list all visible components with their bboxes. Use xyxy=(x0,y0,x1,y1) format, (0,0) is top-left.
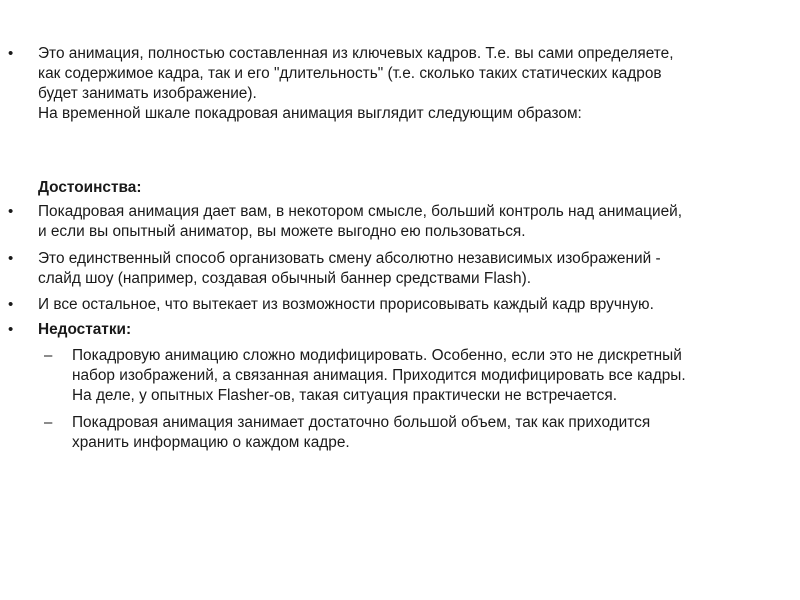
text-line: хранить информацию о каждом кадре. xyxy=(72,434,350,451)
text-line: Покадровая анимация дает вам, в некотором смысле, больший контроль над анимацией, xyxy=(38,203,683,220)
intro-text xyxy=(38,44,788,124)
dash-bullet: – xyxy=(44,347,53,364)
text-line: набор изображений, а связанная анимация. Приходится модифицировать все кадры. xyxy=(72,367,686,384)
text-line: как содержимое кадра, так и его "длительность" (т.е. сколько таких статических кадров xyxy=(38,65,662,82)
bullet-dot: • xyxy=(8,296,14,313)
text-line: Покадровая анимация занимает достаточно большой объем, так как приходится xyxy=(72,414,651,431)
disadvantages-heading: Недостатки: xyxy=(38,321,132,338)
bullet-dot: • xyxy=(8,321,14,338)
disadvantage-text xyxy=(72,346,787,406)
advantage-text xyxy=(38,202,788,242)
bullet-dot: • xyxy=(8,203,14,220)
text-line: Покадровую анимацию сложно модифицировать. Особенно, если это не дискретный xyxy=(72,347,682,364)
dash-bullet: – xyxy=(44,414,53,431)
advantage-text xyxy=(38,295,788,315)
text-line: На деле, у опытных Flasher-ов, такая ситуация практически не встречается. xyxy=(72,387,617,404)
text-line: слайд шоу (например, создавая обычный баннер средствами Flash). xyxy=(38,270,531,287)
advantage-text xyxy=(38,249,788,289)
disadvantage-text xyxy=(72,413,787,453)
text-line: и если вы опытный аниматор, вы можете выгодно ею пользоваться. xyxy=(38,223,526,240)
text-line: И все остальное, что вытекает из возможности прорисовывать каждый кадр вручную. xyxy=(38,296,654,313)
bullet-dot: • xyxy=(8,250,14,267)
text-line: Это анимация, полностью составленная из ключевых кадров. Т.е. вы сами определяете, xyxy=(38,45,674,62)
text-line: Это единственный способ организовать смену абсолютно независимых изображений - xyxy=(38,250,661,267)
text-line: На временной шкале покадровая анимация выглядит следующим образом: xyxy=(38,105,582,122)
advantages-heading: Достоинства: xyxy=(38,179,142,196)
text-line: будет занимать изображение). xyxy=(38,85,257,102)
bullet-dot: • xyxy=(8,45,14,62)
